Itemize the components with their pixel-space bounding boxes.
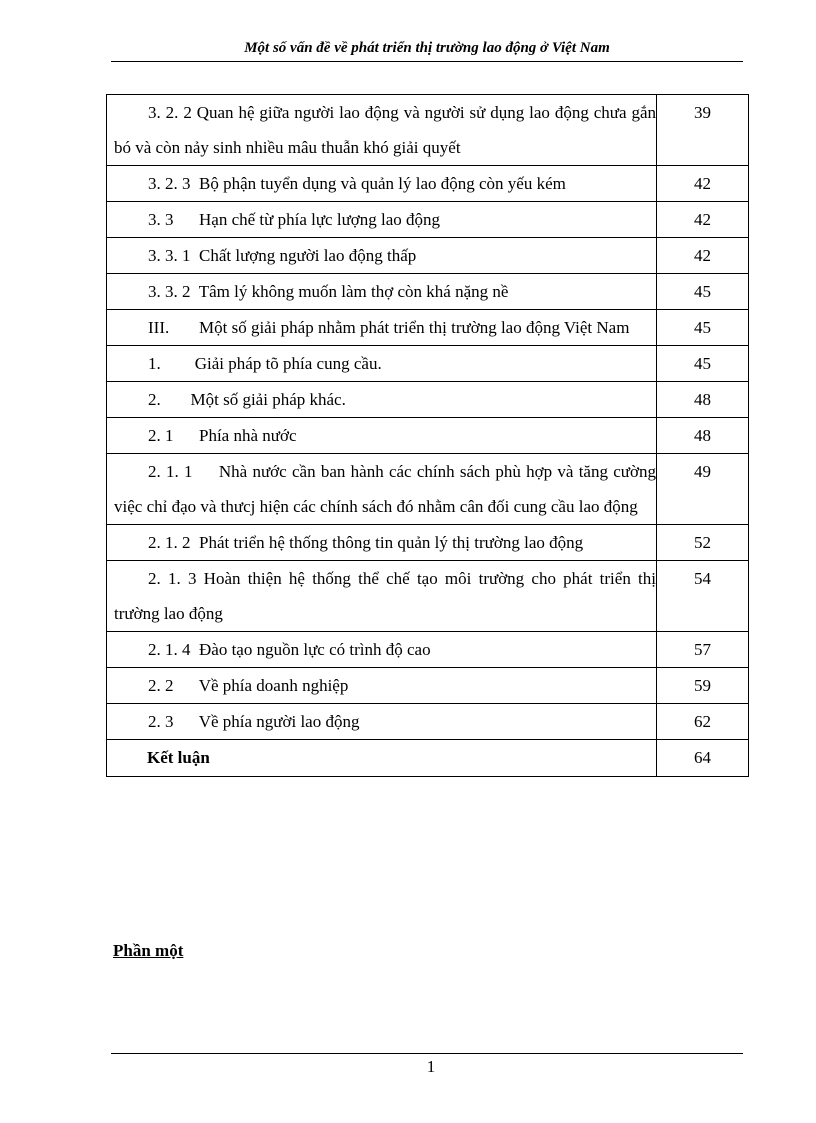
toc-entry-title: 2. 1. 4 Đào tạo nguồn lực có trình độ cao	[148, 640, 431, 659]
toc-entry-page: 45	[657, 346, 749, 382]
toc-entry-page: 52	[657, 525, 749, 561]
table-row	[107, 561, 749, 632]
page-number: 1	[426, 1057, 436, 1076]
toc-entry-page: 49	[657, 454, 749, 525]
table-row-conclusion	[107, 740, 749, 777]
toc-entry-page: 45	[657, 274, 749, 310]
table-row	[107, 310, 749, 346]
toc-entry-page: 42	[657, 238, 749, 274]
table-row	[107, 704, 749, 740]
running-header: Một số vấn đề về phát triển thị trường lao động ở Việt Nam	[244, 40, 610, 56]
table-row	[107, 382, 749, 418]
table-row	[107, 274, 749, 310]
toc-entry-page: 59	[657, 668, 749, 704]
toc-entry-title: 2. 2 Về phía doanh nghiệp	[148, 676, 349, 695]
section-heading: Phần một	[113, 941, 184, 960]
table-row	[107, 454, 749, 525]
table-of-contents	[106, 94, 749, 777]
table-row	[107, 202, 749, 238]
toc-entry-title: 1. Giải pháp tõ phía cung cầu.	[148, 354, 382, 373]
toc-entry-page: 45	[657, 310, 749, 346]
toc-entry-title: 2. 1. 2 Phát triển hệ thống thông tin quản lý thị trường lao động	[148, 533, 584, 552]
header-rule	[111, 61, 743, 62]
toc-entry-title: 2. 1. 3 Hoàn thiện hệ thống thể chế tạo môi trường cho phát triển thị trường lao động	[114, 569, 661, 623]
toc-entry-title: 3. 2. 2 Quan hệ giữa người lao động và người sử dụng lao động chưa gắn bó và còn nảy sinh nhiều mâu thuẫn khó giải quyết	[114, 103, 661, 157]
table-row	[107, 632, 749, 668]
toc-entry-page: 48	[657, 382, 749, 418]
toc-entry-page: 64	[657, 740, 749, 777]
toc-entry-title: 2. Một số giải pháp khác.	[148, 390, 346, 409]
table-row	[107, 238, 749, 274]
toc-entry-page: 39	[657, 95, 749, 166]
table-row	[107, 166, 749, 202]
table-row	[107, 525, 749, 561]
toc-entry-page: 42	[657, 202, 749, 238]
toc-entry-title: 3. 3. 1 Chất lượng người lao động thấp	[148, 246, 417, 265]
toc-entry-title: 2. 3 Về phía người lao động	[148, 712, 360, 731]
toc-entry-page: 54	[657, 561, 749, 632]
table-row	[107, 418, 749, 454]
table-row	[107, 346, 749, 382]
table-row	[107, 95, 749, 166]
toc-entry-page: 48	[657, 418, 749, 454]
toc-entry-title: 3. 2. 3 Bộ phận tuyển dụng và quản lý lao động còn yếu kém	[148, 174, 566, 193]
toc-entry-page: 57	[657, 632, 749, 668]
toc-entry-title: 2. 1. 1 Nhà nước cần ban hành các chính sách phù hợp và tăng cường việc chỉ đạo và thưcj hiện các chính sách đó nhằm cân đối cung cầu lao động	[114, 462, 661, 516]
toc-entry-title: Kết luận	[107, 740, 657, 777]
toc-entry-title: 3. 3. 2 Tâm lý không muốn làm thợ còn khá nặng nề	[148, 282, 509, 301]
footer-rule	[111, 1053, 743, 1054]
toc-entry-page: 42	[657, 166, 749, 202]
toc-entry-page: 62	[657, 704, 749, 740]
toc-entry-title: 2. 1 Phía nhà nước	[148, 426, 297, 445]
toc-entry-title: 3. 3 Hạn chế từ phía lực lượng lao động	[148, 210, 441, 229]
table-row	[107, 668, 749, 704]
toc-entry-title: III. Một số giải pháp nhằm phát triển thị trường lao động Việt Nam	[148, 318, 630, 337]
